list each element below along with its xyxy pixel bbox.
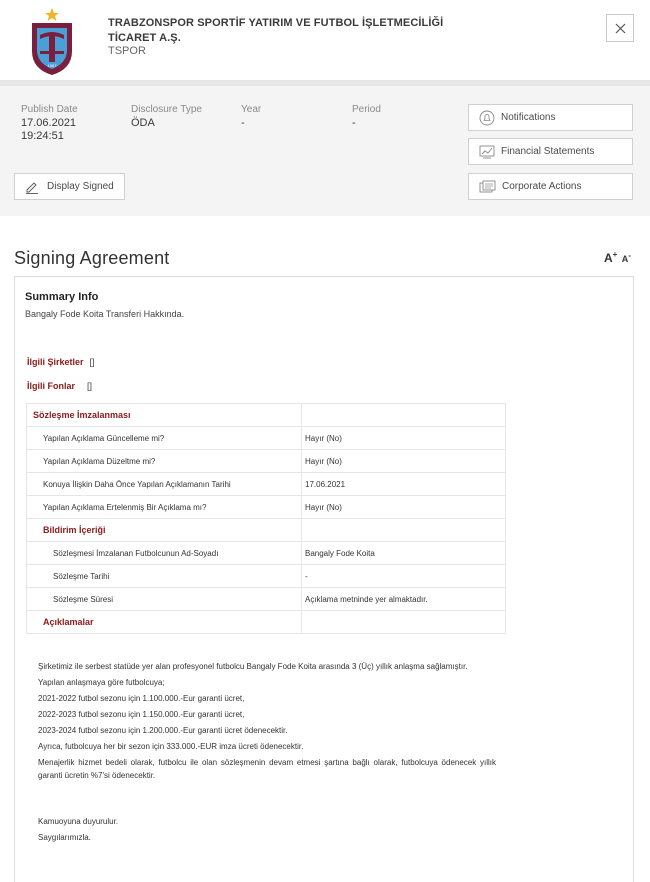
notifications-label: Notifications bbox=[501, 112, 556, 123]
pen-icon bbox=[25, 180, 39, 194]
closing-line: Kamuoyuna duyurulur. bbox=[38, 817, 119, 826]
table-row bbox=[27, 450, 506, 473]
year-label: Year bbox=[241, 104, 262, 115]
notifications-button[interactable] bbox=[468, 104, 633, 131]
related-funds-value: [] bbox=[87, 381, 93, 391]
corporate-actions-button[interactable] bbox=[468, 173, 633, 200]
disclosure-type-label: Disclosure Type bbox=[131, 104, 202, 115]
row-label: Sözleşme Tarihi bbox=[27, 565, 302, 588]
font-increase-button[interactable] bbox=[604, 251, 617, 265]
description-paragraph: 2023-2024 futbol sezonu için 1.200.000.-Eur garanti ücret ödenecektir. bbox=[38, 726, 288, 735]
table-row bbox=[27, 404, 506, 427]
financial-chart-icon bbox=[479, 145, 495, 159]
close-button[interactable] bbox=[606, 14, 634, 42]
row-value: 17.06.2021 bbox=[302, 473, 506, 496]
plus-icon: + bbox=[612, 250, 618, 259]
publish-time-value: 19:24:51 bbox=[21, 130, 64, 142]
minus-icon: - bbox=[628, 251, 631, 260]
row-label: Sözleşme Süresi bbox=[27, 588, 302, 611]
related-companies-label: İlgili Şirketler bbox=[27, 357, 84, 367]
font-increase-label: A bbox=[604, 251, 613, 265]
description-paragraph: 2022-2023 futbol sezonu için 1.150.000.-Eur garanti ücret, bbox=[38, 710, 245, 719]
table-row bbox=[27, 588, 506, 611]
table-notes-header: Açıklamalar bbox=[43, 617, 94, 627]
company-name bbox=[108, 16, 488, 46]
row-value: Açıklama metninde yer almaktadır. bbox=[302, 588, 506, 611]
font-size-controls bbox=[604, 250, 631, 265]
description-paragraph: Menajerlik hizmet bedeli olarak, futbolcu ile olan sözleşmenin devam etmesi şartına bağlı olarak, futbolcuya ödenecek yıllık garanti ücretin %7'si ödenecektir. bbox=[38, 758, 496, 780]
publish-date-value: 17.06.2021 bbox=[21, 117, 77, 129]
company-header bbox=[0, 0, 650, 80]
row-label: Sözleşmesi İmzalanan Futbolcunun Ad-Soyadı bbox=[27, 542, 302, 565]
row-value: - bbox=[302, 565, 506, 588]
row-value: Bangaly Fode Koita bbox=[302, 542, 506, 565]
corporate-actions-label: Corporate Actions bbox=[502, 181, 582, 192]
svg-text:1967: 1967 bbox=[47, 63, 57, 68]
financial-statements-button[interactable] bbox=[468, 138, 633, 165]
bell-icon bbox=[479, 110, 495, 126]
agreement-table bbox=[26, 403, 506, 634]
font-decrease-button[interactable] bbox=[621, 251, 631, 264]
publish-date-label: Publish Date bbox=[21, 104, 78, 115]
period-block bbox=[352, 104, 381, 129]
company-name-line1: TRABZONSPOR SPORTİF YATIRIM VE FUTBOL İŞLETMECİLİĞİ bbox=[108, 17, 444, 29]
description-text bbox=[38, 660, 496, 847]
company-name-line2: TİCARET A.Ş. bbox=[108, 32, 181, 44]
row-label: Yapılan Açıklama Düzeltme mi? bbox=[27, 450, 302, 473]
row-label: Yapılan Açıklama Güncelleme mi? bbox=[27, 427, 302, 450]
summary-text: Bangaly Fode Koita Transferi Hakkında. bbox=[25, 309, 185, 319]
year-value: - bbox=[241, 117, 245, 129]
table-row bbox=[27, 611, 506, 634]
row-label: Konuya İlişkin Daha Önce Yapılan Açıklamanın Tarihi bbox=[27, 473, 302, 496]
display-signed-button[interactable] bbox=[14, 173, 125, 200]
description-paragraph: 2021-2022 futbol sezonu için 1.100.000.-Eur garanti ücret, bbox=[38, 694, 245, 703]
summary-heading: Summary Info bbox=[25, 291, 99, 303]
row-value: Hayır (No) bbox=[302, 450, 506, 473]
table-row bbox=[27, 427, 506, 450]
description-paragraph: Yapılan anlaşmaya göre futbolcuya; bbox=[38, 678, 165, 687]
table-row bbox=[27, 565, 506, 588]
club-logo-icon bbox=[28, 5, 76, 77]
closing-line: Saygılarımızla. bbox=[38, 833, 91, 842]
table-row bbox=[27, 473, 506, 496]
close-icon bbox=[615, 23, 626, 34]
company-code: TSPOR bbox=[108, 45, 146, 57]
table-subsection-header: Bildirim İçeriği bbox=[43, 525, 106, 535]
related-funds-label: İlgili Fonlar bbox=[27, 381, 76, 391]
table-row bbox=[27, 542, 506, 565]
font-decrease-label: A bbox=[621, 254, 629, 264]
disclosure-type-block bbox=[131, 104, 202, 129]
related-companies-value: [] bbox=[89, 357, 95, 367]
row-value: Hayır (No) bbox=[302, 427, 506, 450]
display-signed-label: Display Signed bbox=[47, 181, 114, 192]
publish-date-block bbox=[21, 104, 78, 142]
description-paragraph: Şirketimiz ile serbest statüde yer alan profesyonel futbolcu Bangaly Fode Koita arasında 3 (Üç) yıllık anlaşma sağlamıştır. bbox=[38, 662, 468, 671]
row-label: Yapılan Açıklama Ertelenmiş Bir Açıklama mı? bbox=[27, 496, 302, 519]
table-section-header: Sözleşme İmzalanması bbox=[33, 410, 131, 420]
corporate-actions-icon bbox=[479, 180, 496, 194]
description-paragraph: Ayrıca, futbolcuya her bir sezon için 333.000.-EUR imza ücreti ödenecektir. bbox=[38, 742, 304, 751]
table-row bbox=[27, 519, 506, 542]
period-label: Period bbox=[352, 104, 381, 115]
related-companies[interactable] bbox=[27, 357, 95, 367]
related-funds[interactable] bbox=[27, 381, 92, 391]
disclosure-type-value: ÖDA bbox=[131, 117, 155, 129]
financial-statements-label: Financial Statements bbox=[501, 146, 595, 157]
period-value: - bbox=[352, 117, 356, 129]
table-row bbox=[27, 496, 506, 519]
year-block bbox=[241, 104, 261, 129]
page-title: Signing Agreement bbox=[14, 248, 170, 268]
row-value: Hayır (No) bbox=[302, 496, 506, 519]
